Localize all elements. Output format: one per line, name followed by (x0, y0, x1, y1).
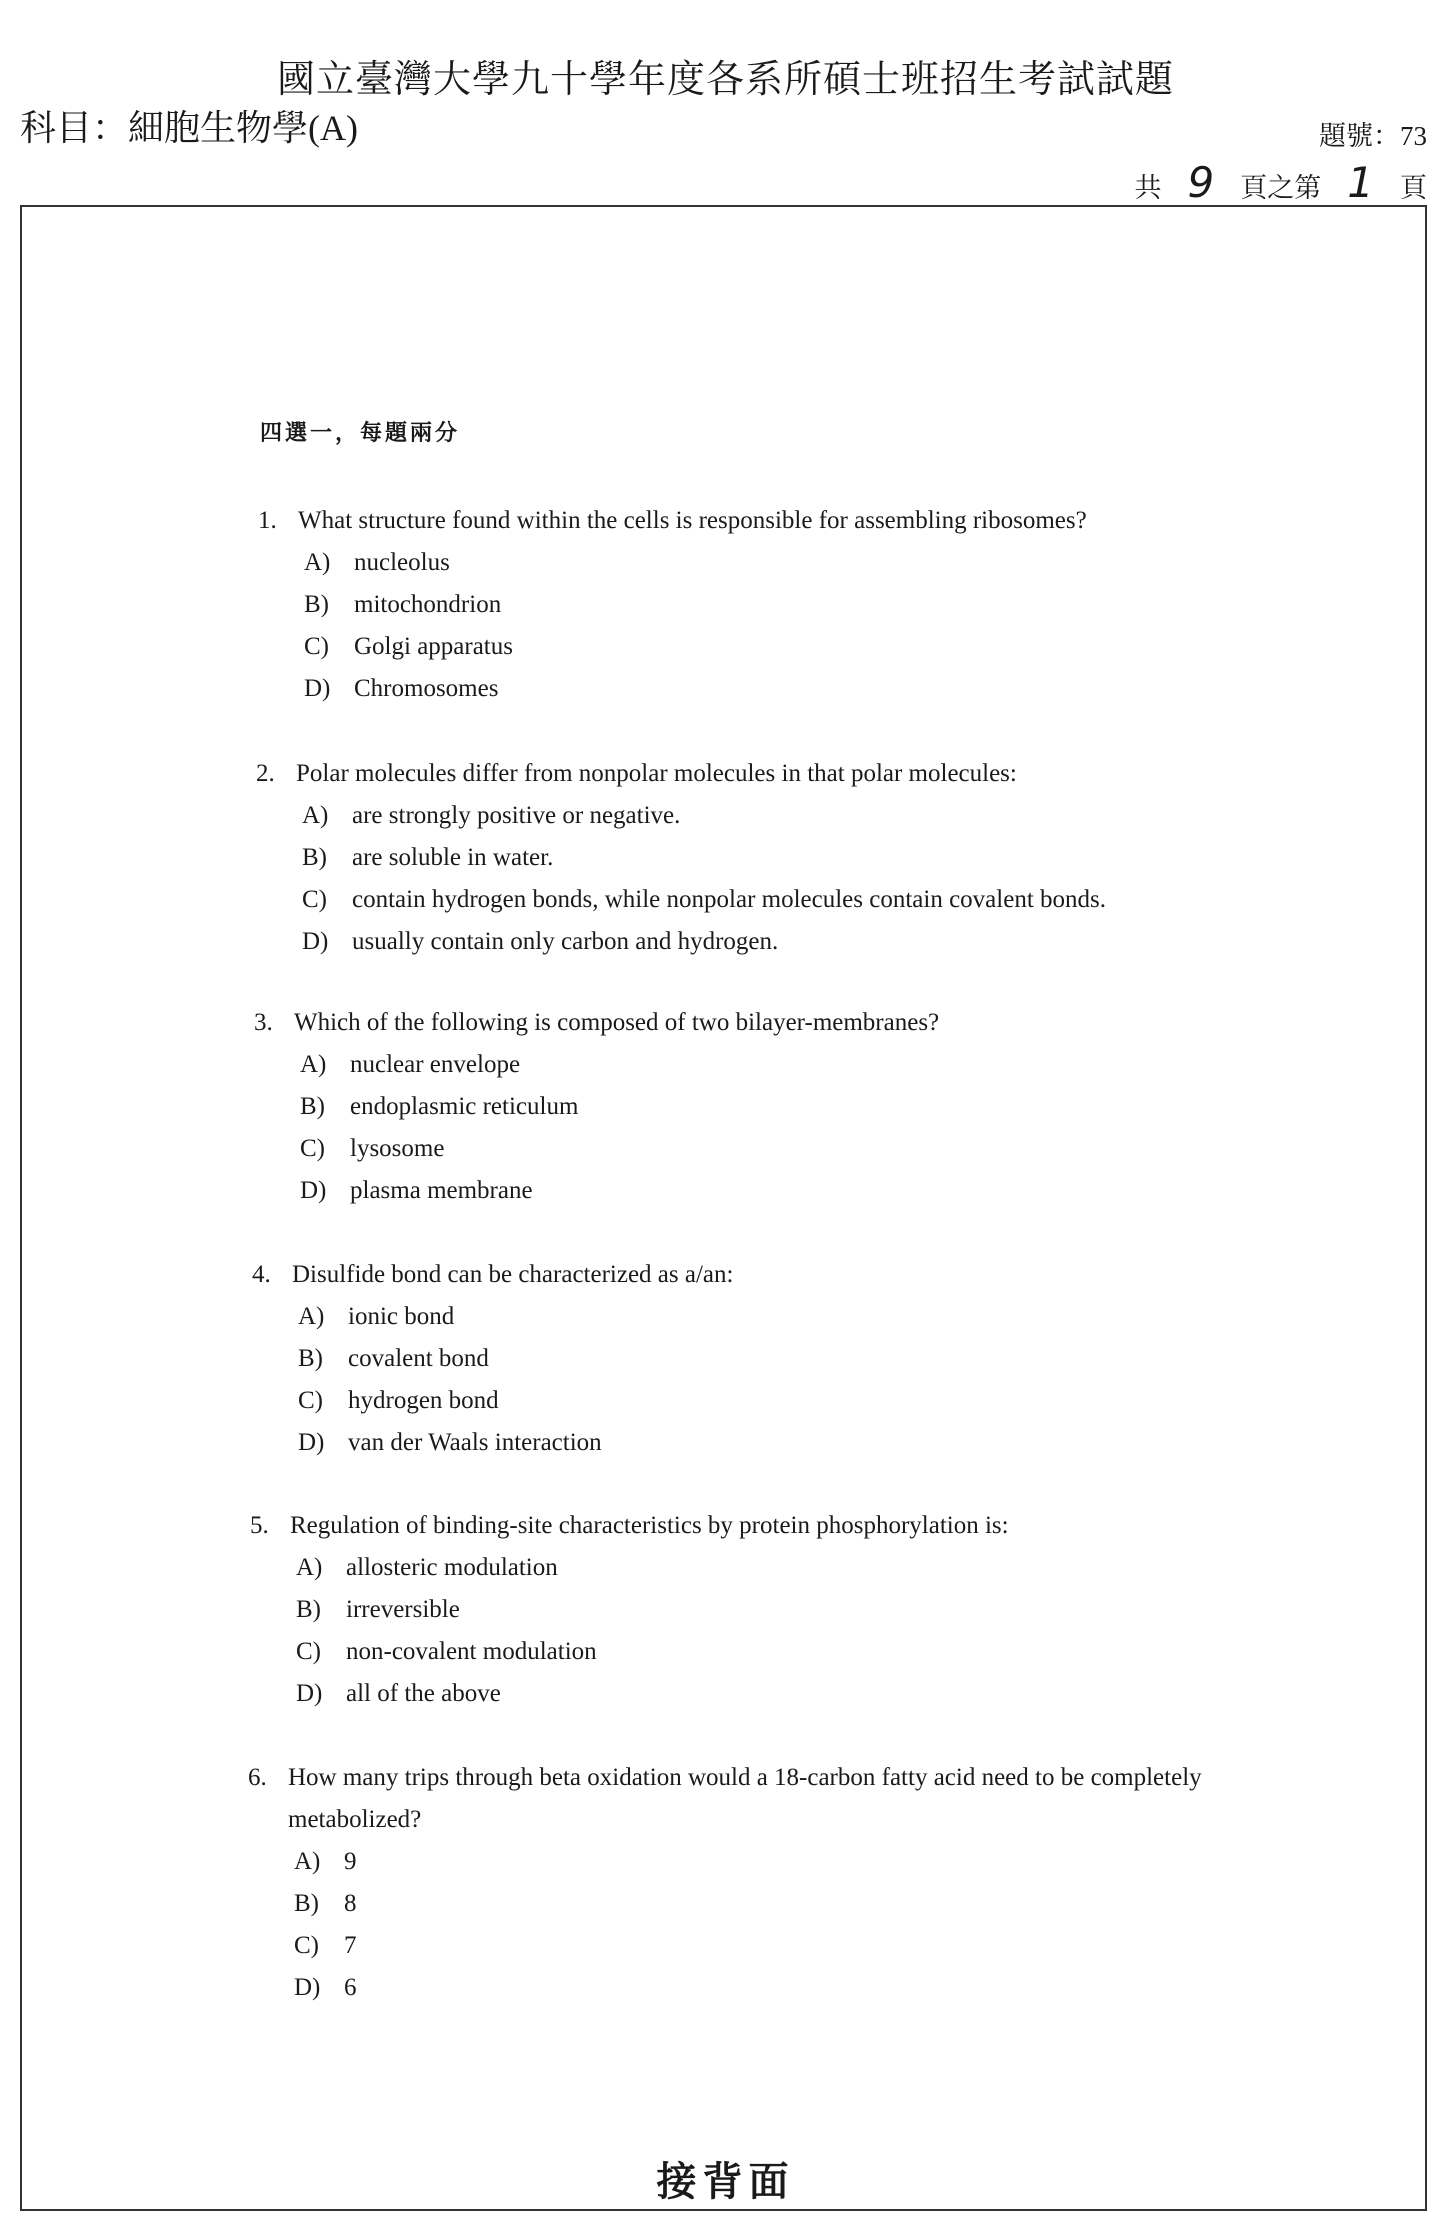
option-text: 7 (344, 1932, 357, 1959)
question-number-label: 6. (248, 1764, 267, 1791)
page-prefix: 共 (1134, 173, 1162, 203)
question-5 (250, 1505, 1210, 1715)
question-stem (250, 1505, 1210, 1547)
continue-on-back-note: 接背面 (656, 2159, 795, 2204)
option-text: usually contain only carbon and hydrogen. (352, 928, 779, 955)
option-text: Chromosomes (354, 675, 499, 702)
question-stem (254, 1002, 1214, 1044)
question-number-label: 1. (258, 507, 277, 534)
option-letter: D) (294, 1974, 321, 2001)
option-text: 9 (344, 1848, 357, 1875)
option-text: plasma membrane (350, 1177, 533, 1204)
answer-option (302, 921, 1216, 963)
question-text: Disulfide bond can be characterized as a/an: (292, 1261, 734, 1288)
option-text: nucleolus (354, 549, 450, 576)
question-text: How many trips through beta oxidation would a 18-carbon fatty acid need to be completely metabolized? (288, 1764, 1202, 1833)
option-letter: A) (298, 1303, 325, 1330)
page-middle: 頁之第 (1240, 173, 1322, 203)
option-text: hydrogen bond (348, 1387, 499, 1414)
question-number-label: 3. (254, 1009, 273, 1036)
answer-option (302, 795, 1216, 837)
option-text: are soluble in water. (352, 844, 554, 871)
option-letter: A) (304, 549, 331, 576)
answer-option (304, 542, 1218, 584)
answer-option (296, 1631, 1210, 1673)
exam-title: 國立臺灣大學九十學年度各系所碩士班招生考試試題 (276, 59, 1174, 101)
answer-option (300, 1044, 1214, 1086)
question-6 (248, 1757, 1208, 2009)
option-text: van der Waals interaction (348, 1429, 602, 1456)
answer-option (296, 1589, 1210, 1631)
answer-option (300, 1170, 1214, 1212)
option-letter: B) (302, 844, 327, 871)
option-letter: B) (298, 1345, 323, 1372)
option-letter: C) (294, 1932, 319, 1959)
question-text: Polar molecules differ from nonpolar molecules in that polar molecules: (296, 760, 1017, 787)
question-stem (252, 1254, 1212, 1296)
option-letter: D) (302, 928, 329, 955)
question-stem (258, 500, 1218, 542)
question-1 (258, 500, 1218, 710)
option-letter: B) (300, 1093, 325, 1120)
answer-option (300, 1128, 1214, 1170)
option-letter: D) (300, 1177, 327, 1204)
answer-option (304, 584, 1218, 626)
option-letter: B) (296, 1596, 321, 1623)
option-text: nuclear envelope (350, 1051, 521, 1078)
question-number-label: 5. (250, 1512, 269, 1539)
page-counter (1135, 158, 1427, 207)
answer-option (300, 1086, 1214, 1128)
total-pages: 9 (1187, 158, 1215, 207)
option-text: ionic bond (348, 1303, 455, 1330)
option-letter: A) (296, 1554, 323, 1581)
question-2 (256, 753, 1216, 963)
option-text: endoplasmic reticulum (350, 1093, 579, 1120)
answer-option (294, 1925, 1208, 1967)
option-letter: C) (300, 1135, 325, 1162)
option-letter: C) (304, 633, 329, 660)
question-4 (252, 1254, 1212, 1464)
subject-label: 科目：細胞生物學(A) (20, 108, 358, 148)
option-letter: B) (304, 591, 329, 618)
option-text: all of the above (346, 1680, 501, 1707)
section-title: 四選一，每題兩分 (260, 420, 461, 445)
question-stem (256, 753, 1216, 795)
option-text: mitochondrion (354, 591, 502, 618)
option-text: 8 (344, 1890, 357, 1917)
answer-option (298, 1380, 1212, 1422)
option-text: Golgi apparatus (354, 633, 513, 660)
option-letter: A) (300, 1051, 327, 1078)
answer-option (296, 1547, 1210, 1589)
answer-option (294, 1967, 1208, 2009)
answer-option (294, 1841, 1208, 1883)
option-letter: A) (302, 802, 329, 829)
page-suffix: 頁 (1400, 173, 1427, 203)
option-text: allosteric modulation (346, 1554, 558, 1581)
answer-option (298, 1296, 1212, 1338)
answer-option (294, 1883, 1208, 1925)
option-letter: C) (298, 1387, 323, 1414)
option-text: are strongly positive or negative. (352, 802, 681, 829)
option-letter: A) (294, 1848, 321, 1875)
question-number: 題號：73 (1319, 121, 1427, 151)
question-text: Which of the following is composed of two bilayer-membranes? (294, 1009, 940, 1036)
answer-option (302, 837, 1216, 879)
answer-option (304, 668, 1218, 710)
current-page: 1 (1347, 158, 1374, 207)
answer-option (302, 879, 1216, 921)
option-text: covalent bond (348, 1345, 489, 1372)
option-text: contain hydrogen bonds, while nonpolar molecules contain covalent bonds. (352, 886, 1106, 913)
question-3 (254, 1002, 1214, 1212)
question-stem (248, 1757, 1208, 1841)
option-letter: B) (294, 1890, 319, 1917)
question-text: Regulation of binding-site characteristics by protein phosphorylation is: (290, 1512, 1009, 1539)
option-text: irreversible (346, 1596, 460, 1623)
option-letter: D) (298, 1429, 325, 1456)
option-text: non-covalent modulation (346, 1638, 597, 1665)
option-letter: C) (302, 886, 327, 913)
option-letter: D) (304, 675, 331, 702)
option-letter: D) (296, 1680, 323, 1707)
question-text: What structure found within the cells is responsible for assembling ribosomes? (298, 507, 1087, 534)
option-letter: C) (296, 1638, 321, 1665)
option-text: lysosome (350, 1135, 445, 1162)
answer-option (296, 1673, 1210, 1715)
answer-option (298, 1338, 1212, 1380)
answer-option (298, 1422, 1212, 1464)
question-number-label: 4. (252, 1261, 271, 1288)
question-number-label: 2. (256, 760, 275, 787)
option-text: 6 (344, 1974, 357, 2001)
answer-option (304, 626, 1218, 668)
